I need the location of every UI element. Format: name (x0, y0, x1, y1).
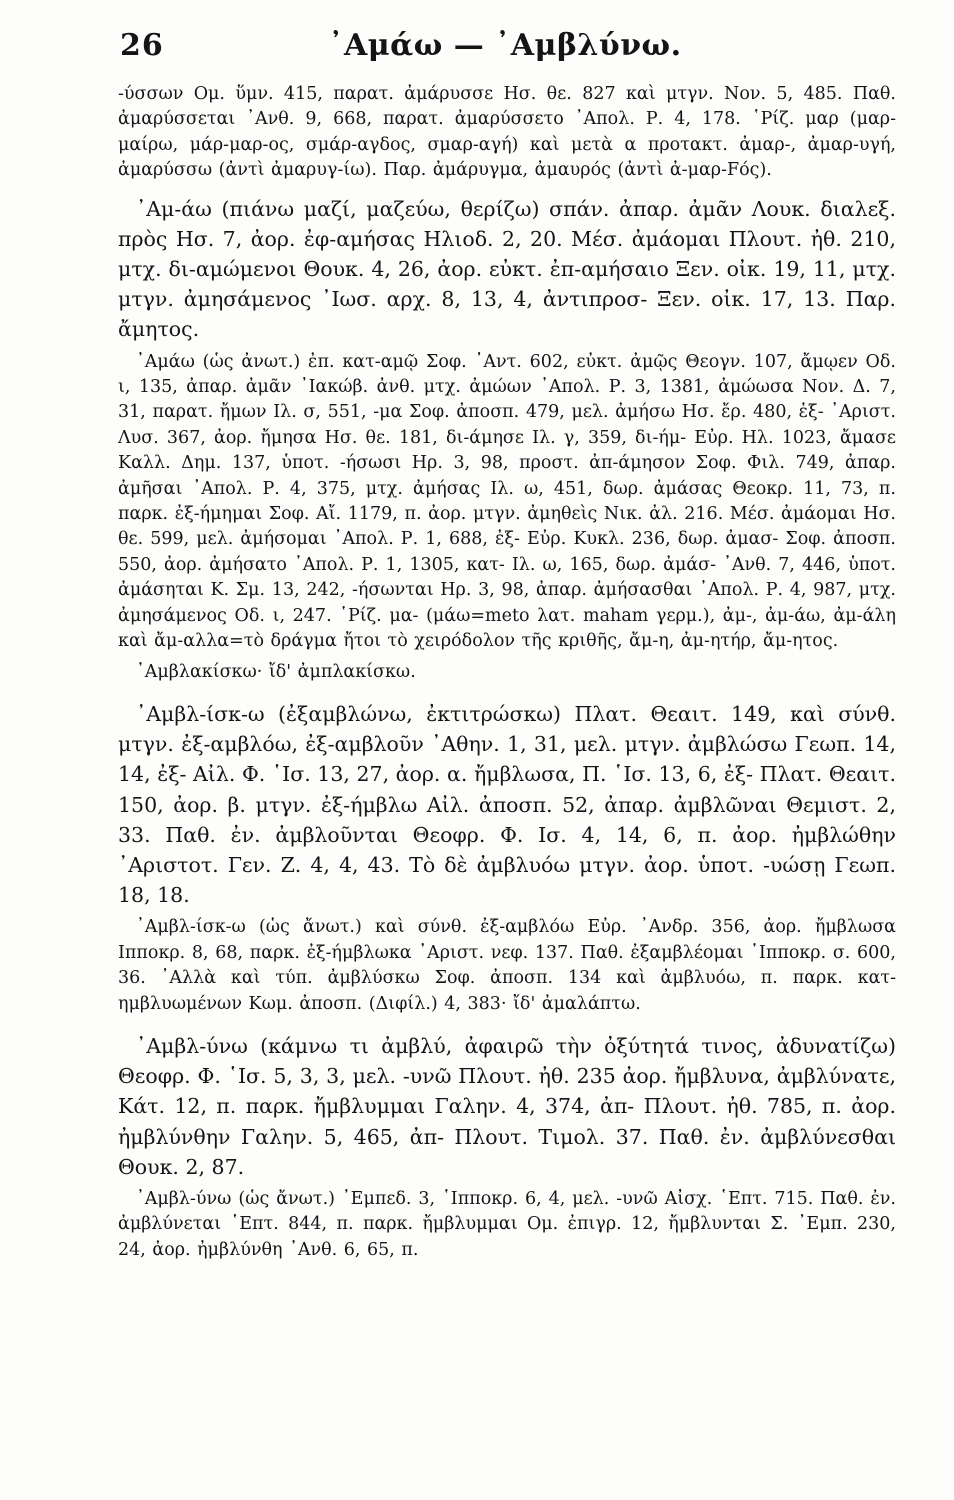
running-head: ᾿Αμάω — ᾿Αμβλύνω. (328, 28, 682, 63)
page-header (120, 28, 890, 74)
entry-amblisko-main: ᾿Αμβλ-ίσκ-ω (ἐξαμβλώνω, ἐκτιτρώσκω) Πλατ. Θεαιτ. 149, καὶ σύνθ. μτγν. ἐξ-αμβλόω, ἐξ-αμβλοῦν ᾿Αθην. 1, 31, μελ. μτγν. ἀμβλώσω Γεωπ. 14, 14, ἐξ- Αἰλ. Φ. ῾Ισ. 13, 27, ἀορ. α. ἤμβλωσα, Π. ῾Ισ. 13, 6, ἐξ- Πλατ. Θεαιτ. 150, ἀορ. β. μτγν. ἐξ-ήμβλω Αἰλ. ἀποσπ. 52, ἀπαρ. ἀμβλῶναι Θεμιστ. 2, 33. Παθ. ἐν. ἀμβλοῦνται Θεοφρ. Φ. Ισ. 4, 14, 6, π. ἀορ. ἠμβλώθην ᾿Αριστοτ. Γεν. Ζ. 4, 4, 43. Τὸ δὲ ἀμβλυόω μτγν. ἀορ. ὑποτ. -υώσῃ Γεωπ. 18, 18. (118, 701, 896, 908)
dictionary-body (118, 82, 896, 1263)
entry-amblyno-secondary: ᾿Αμβλ-ύνω (ὡς ἄνωτ.) ᾿Εμπεδ. 3, ῾Ιπποκρ. 6, 4, μελ. -υνῶ Αἰσχ. ῾Επτ. 715. Παθ. ἐν. ἀμβλύνεται ῾Επτ. 844, π. παρκ. ἤμβλυμμαι Ομ. ἐπιγρ. 12, ἤμβλυνται Σ. ᾿Εμπ. 230, 24, ἀορ. ἠμβλύνθη ᾿Ανθ. 6, 65, π. (118, 1188, 896, 1260)
entry-amao-gather: ᾿Αμ-άω (πιάνω μαζί, μαζεύω, θερίζω) σπάν. ἀπαρ. ἀμᾶν Λουκ. διαλεξ. πρὸς Ησ. 7, ἀορ. ἐφ-αμήσας Ηλιοδ. 2, 20. Μέσ. ἀμάομαι Πλουτ. ἠθ. 210, μτχ. δι-αμώμενοι Θουκ. 4, 26, ἀορ. εὐκτ. ἐπ-αμήσαιο Ξεν. οἰκ. 19, 11, μτχ. μτγν. ἀμησάμενος ᾿Ιωσ. αρχ. 8, 13, 4, ἀντιπροσ- Ξεν. οἰκ. 17, 13. Παρ. ἄμητος. (118, 196, 896, 342)
page-number: 26 (120, 28, 164, 63)
entry-amblisko-secondary: ᾿Αμβλ-ίσκ-ω (ὡς ἄνωτ.) καὶ σύνθ. ἐξ-αμβλόω Εὐρ. ᾿Ανδρ. 356, ἀορ. ἤμβλωσα Ιπποκρ. 8, 68, παρκ. ἐξ-ήμβλωκα ᾿Αριστ. νεφ. 137. Παθ. ἐξαμβλέομαι ῾Ιπποκρ. σ. 600, 36. ᾿Αλλὰ καὶ τύπ. ἀμβλύσκω Σοφ. ἀποσπ. 134 καὶ ἀμβλυόω, π. παρκ. κατ-ημβλυωμένων Κωμ. ἀποσπ. (Διφίλ.) 4, 383· ἴδ' ἀμαλάπτω. (118, 917, 896, 1014)
entry-continuation-amarysso: -ύσσων Ομ. ὕμν. 415, παρατ. ἀμάρυσσε Ησ. θε. 827 καὶ μτγν. Νον. 5, 485. Παθ. ἀμαρύσσεται ᾿Ανθ. 9, 668, παρατ. ἀμαρύσσετο ᾿Απολ. Ρ. 4, 178. ῾Ρίζ. μαρ (μαρ-μαίρω, μάρ-μαρ-ος, σμάρ-αγδος, σμαρ-αγή) καὶ μετὰ α προτακτ. ἀμαρ-, ἀμαρ-υγή, ἀμαρύσσω (ἀντὶ ἀμαρυγ-ίω). Παρ. ἀμάρυγμα, ἀμαυρός (ἀντὶ ἀ-μαρ-Fός). (118, 84, 896, 181)
entry-amblakisko-crossref: ᾿Αμβλακίσκω· ἴδ' ἀμπλακίσκω. (136, 661, 416, 682)
entry-amao-reap: ᾿Αμάω (ὡς ἀνωτ.) ἐπ. κατ-αμῷ Σοφ. ᾿Αντ. 602, εὐκτ. ἀμῷς Θεογν. 107, ἄμῳεν Οδ. ι, 135, ἀπαρ. ἀμᾶν ᾿Ιακώβ. ἀνθ. μτχ. ἀμώων ᾿Απολ. Ρ. 3, 1381, ἀμώωσα Νον. Δ. 7, 31, παρατ. ἤμων Ιλ. σ, 551, -μα Σοφ. ἀποσπ. 479, μελ. ἀμήσω Ησ. ἔρ. 480, ἐξ- ᾿Αριστ. Λυσ. 367, ἀορ. ἤμησα Ησ. θε. 181, δι-άμησε Ιλ. γ, 359, δι-ήμ- Εὐρ. Ηλ. 1023, ἄμασε Καλλ. Δημ. 137, ὑποτ. -ήσωσι Ηρ. 3, 98, προστ. ἀπ-άμησον Σοφ. Φιλ. 749, ἀπαρ. ἀμῆσαι ᾿Απολ. Ρ. 4, 375, μτχ. ἀμήσας Ιλ. ω, 451, δωρ. ἀμάσας Θεοκρ. 11, 73, π. παρκ. ἐξ-ήμημαι Σοφ. Αἴ. 1179, π. ἀορ. μτγν. ἀμηθεὶς Νικ. ἀλ. 216. Μέσ. ἀμάομαι Ησ. θε. 599, μελ. ἀμήσομαι ᾿Απολ. Ρ. 1, 688, ἐξ- Εὐρ. Κυκλ. 236, δωρ. ἀμασ- Σοφ. ἀποσπ. 550, ἀορ. ἀμήσατο ᾿Απολ. Ρ. 1, 1305, κατ- Ιλ. ω, 165, δωρ. ἀμάσ- ᾿Ανθ. 7, 446, ὑποτ. ἀμάσηται Κ. Σμ. 13, 242, -ήσωνται Ηρ. 3, 98, ἀπαρ. ἀμήσασθαι ᾿Απολ. Ρ. 4, 987, μτχ. ἀμησάμενος Οδ. ι, 247. ῾Ρίζ. μα- (μάω=meto λατ. maham γερμ.), ἀμ-, ἀμ-άω, ἀμ-άλη καὶ ἄμ-αλλα=τὸ δράγμα ἤτοι τὸ χειρόδολον τῆς κριθῆς, ἄμ-η, ἀμ-ητήρ, ἄμ-ητος. (118, 351, 896, 652)
entry-amblyno-main: ᾿Αμβλ-ύνω (κάμνω τι ἀμβλύ, ἀφαιρῶ τὴν ὀξύτητά τινος, ἀδυνατίζω) Θεοφρ. Φ. ῾Ισ. 5, 3, 3, μελ. -υνῶ Πλουτ. ἠθ. 235 ἀορ. ἤμβλυνα, ἀμβλύνατε, Κάτ. 12, π. παρκ. ἤμβλυμμαι Γαλην. 4, 374, ἀπ- Πλουτ. ἠθ. 785, π. ἀορ. ἠμβλύνθην Γαλην. 5, 465, ἀπ- Πλουτ. Τιμολ. 37. Παθ. ἐν. ἀμβλύνεσθαι Θουκ. 2, 87. (118, 1033, 896, 1179)
